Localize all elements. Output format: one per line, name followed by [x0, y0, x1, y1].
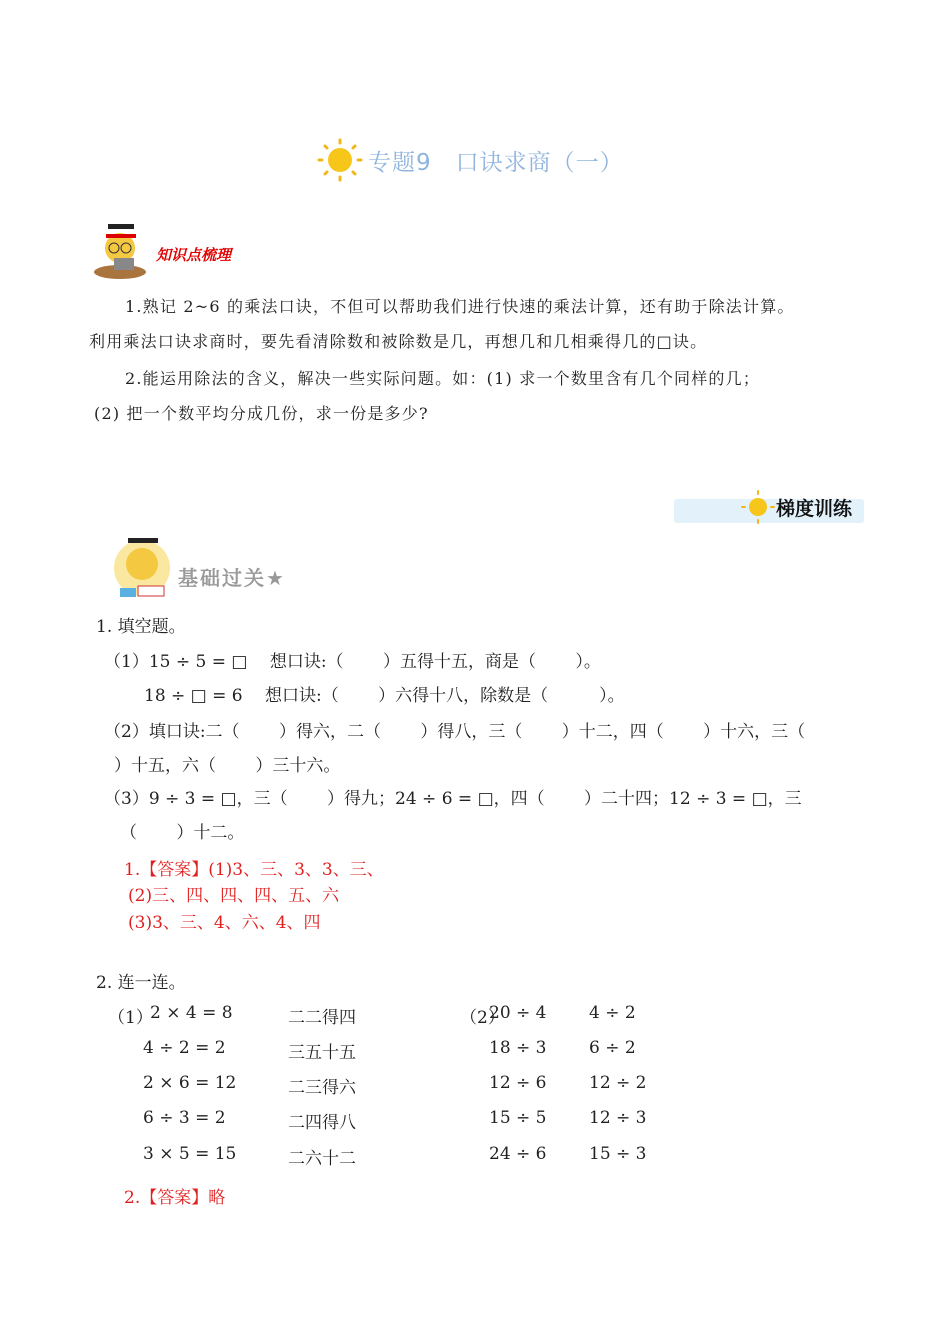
- q1-answer: 1.【答案】(1)3、三、3、3、三、: [124, 860, 384, 880]
- basic-section-label: 基础过关★: [178, 566, 286, 590]
- q2-part1-label: （1）: [108, 1008, 153, 1028]
- match-item-col2: 二六十二: [288, 1149, 356, 1169]
- match-item-col2: 三五十五: [288, 1043, 356, 1063]
- match-item-col4: 15 ÷ 3: [589, 1144, 647, 1164]
- match-item-col1: 2 × 6 = 12: [143, 1073, 237, 1093]
- match-item-col2: 二三得六: [288, 1078, 356, 1098]
- knowledge-label: 知识点梳理: [156, 246, 232, 264]
- knowledge-p2-line2: (2) 把一个数平均分成几份，求一份是多少?: [94, 404, 429, 423]
- q1-line: ）十五，六（ ）三十六。: [114, 756, 341, 776]
- match-item-col3: 20 ÷ 4: [489, 1003, 547, 1023]
- match-item-col4: 4 ÷ 2: [589, 1003, 636, 1023]
- knowledge-p2-line1: 2.能运用除法的含义，解决一些实际问题。如：(1) 求一个数里含有几个同样的几；: [125, 369, 761, 388]
- match-item-col3: 24 ÷ 6: [489, 1144, 547, 1164]
- sun-icon: [316, 138, 364, 184]
- match-item-col3: 15 ÷ 5: [489, 1108, 547, 1128]
- q2-title: 2. 连一连。: [96, 973, 186, 993]
- match-item-col1: 2 × 4 = 8: [150, 1003, 233, 1023]
- match-item-col4: 6 ÷ 2: [589, 1038, 636, 1058]
- q2-answer: 2.【答案】略: [124, 1188, 226, 1208]
- q1-answer: (3)3、三、4、六、4、四: [128, 913, 321, 933]
- q1-line: （3）9 ÷ 3 = □，三（ ）得九；24 ÷ 6 = □，四（ ）二十四；12 ÷ 3 = □，三: [104, 789, 802, 809]
- q1-line: （1）15 ÷ 5 = □ 想口诀:（ ）五得十五，商是（ ）。: [104, 652, 601, 672]
- q2-part2-label: （2）: [460, 1008, 505, 1028]
- knowledge-p1-line1: 1.熟记 2~6 的乘法口诀，不但可以帮助我们进行快速的乘法计算，还有助于除法计算。: [125, 297, 795, 316]
- match-item-col4: 12 ÷ 2: [589, 1073, 647, 1093]
- match-item-col2: 二四得八: [288, 1113, 356, 1133]
- mascot-computer-icon: [92, 220, 152, 282]
- match-item-col3: 18 ÷ 3: [489, 1038, 547, 1058]
- page-title: 专题9 口诀求商（一）: [368, 150, 624, 176]
- match-item-col1: 4 ÷ 2 = 2: [143, 1038, 226, 1058]
- q1-line: （ ）十二。: [120, 823, 245, 843]
- q1-title: 1. 填空题。: [96, 617, 186, 637]
- mascot-reading-icon: [108, 532, 178, 606]
- sun-icon: [741, 490, 775, 524]
- match-item-col4: 12 ÷ 3: [589, 1108, 647, 1128]
- section-badge: 梯度训练: [776, 498, 853, 520]
- match-item-col2: 二二得四: [288, 1008, 356, 1028]
- match-item-col1: 3 × 5 = 15: [143, 1144, 237, 1164]
- q1-answer: (2)三、四、四、四、五、六: [128, 886, 340, 906]
- knowledge-p1-line2: 利用乘法口诀求商时，要先看清除数和被除数是几，再想几和几相乘得几的□诀。: [89, 332, 708, 351]
- match-item-col3: 12 ÷ 6: [489, 1073, 547, 1093]
- q1-line: 18 ÷ □ = 6 想口诀:（ ）六得十八，除数是（ ）。: [144, 686, 625, 706]
- match-item-col1: 6 ÷ 3 = 2: [143, 1108, 226, 1128]
- q1-line: （2）填口诀:二（ ）得六，二（ ）得八，三（ ）十二，四（ ）十六，三（: [104, 722, 806, 742]
